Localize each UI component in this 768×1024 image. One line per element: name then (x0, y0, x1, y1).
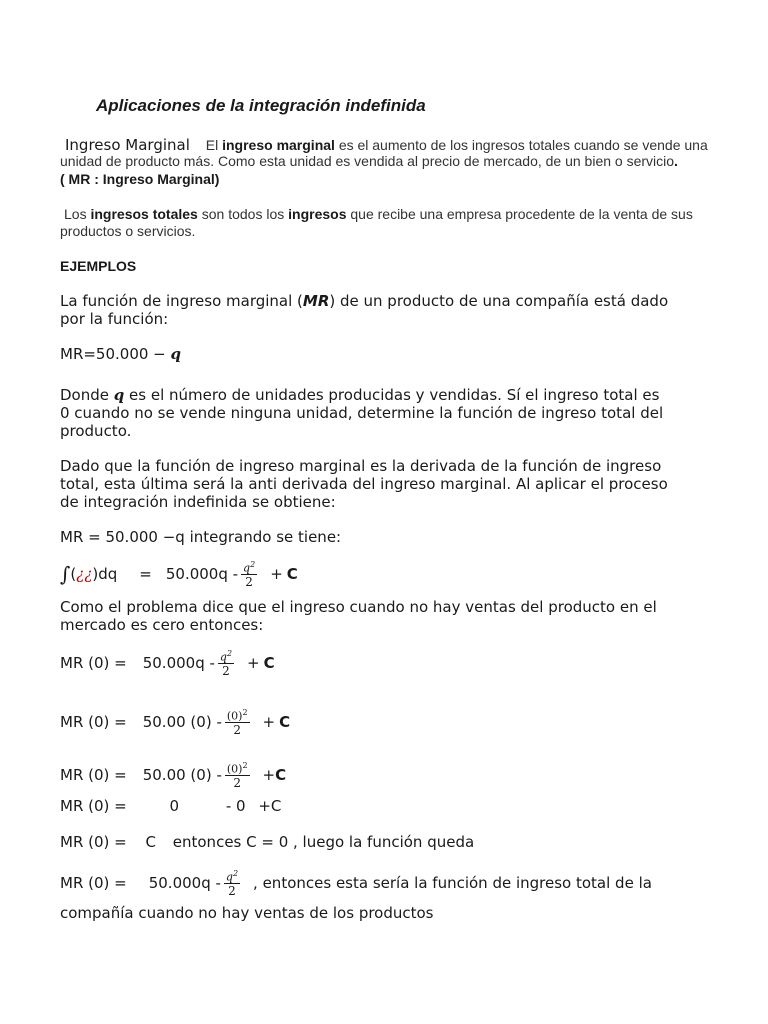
total-income-paragraph-line-2: productos o servicios. (60, 223, 196, 239)
step-5-equation: MR (0) = C entonces C = 0 , luego la función queda (60, 833, 475, 851)
final-line-2: compañía cuando no hay ventas de los productos (60, 904, 434, 922)
donde-line-2: 0 cuando no se vende ninguna unidad, determine la función de ingreso total del (60, 404, 664, 422)
q-squared-over-2-fraction: $\frac{q^2}{2}$ (243, 560, 256, 589)
problem-line-1: La función de ingreso marginal (MR) de un producto de una compañía está dado (60, 292, 669, 310)
problem-line-2: por la función: (60, 310, 169, 328)
mr-definition: ( MR : Ingreso Marginal) (60, 171, 220, 187)
marginal-income-paragraph-line-2: unidad de producto más. Como esta unidad es vendida al precio de mercado, de un bien o servicio. (60, 153, 678, 169)
examples-heading: EJEMPLOS (60, 258, 137, 274)
integration-step: MR = 50.000 −q integrando se tiene: (60, 528, 342, 546)
integral-equation: ∫ ( ¿¿ )dq = 50.000q - $\frac{q^2}{2}$ + C (60, 560, 298, 589)
step-3-equation: MR (0) = 50.00 (0) - $\frac{(0)^2}{2}$ + C (60, 761, 287, 790)
donde-line-3: producto. (60, 422, 132, 440)
como-line-1: Como el problema dice que el ingreso cuando no hay ventas del producto en el (60, 598, 657, 616)
marginal-income-label: Ingreso Marginal (65, 136, 190, 154)
q-squared-over-2-fraction: $\frac{q^2}{2}$ (219, 649, 233, 678)
integral-sign: ∫ (60, 562, 71, 587)
q-squared-over-2-fraction: $\frac{q^2}{2}$ (225, 869, 239, 898)
step-1-equation: MR (0) = 50.000q - $\frac{q^2}{2}$ + C (60, 649, 275, 678)
dado-line-3: de integración indefinida se obtiene: (60, 493, 336, 511)
total-income-paragraph-line-1: Los ingresos totales son todos los ingresos que recibe una empresa procedente de la venta de sus (64, 206, 693, 222)
marginal-income-equation: MR=50.000 − q (60, 345, 182, 363)
step-4-equation: MR (0) = 0 - 0 +C (60, 797, 282, 815)
zero-squared-over-2-fraction: $\frac{(0)^2}{2}$ (226, 761, 248, 790)
final-equation: MR (0) = 50.000q - $\frac{q^2}{2}$ , entonces esta sería la función de ingreso total de la (60, 869, 652, 898)
donde-line-1: Donde q es el número de unidades producidas y vendidas. Sí el ingreso total es (60, 386, 660, 404)
zero-squared-over-2-fraction: $\frac{(0)^2}{2}$ (226, 708, 248, 737)
dado-line-2: total, esta última será la anti derivada del ingreso marginal. Al aplicar el proceso (60, 475, 668, 493)
document-title: Aplicaciones de la integración indefinida (96, 96, 426, 115)
como-line-2: mercado es cero entonces: (60, 616, 264, 634)
step-2-equation: MR (0) = 50.00 (0) - $\frac{(0)^2}{2}$ + C (60, 708, 291, 737)
marginal-income-paragraph-line-1: Ingreso Marginal El ingreso marginal es el aumento de los ingresos totales cuando se vende una (65, 136, 708, 154)
dado-line-1: Dado que la función de ingreso marginal es la derivada de la función de ingreso (60, 457, 662, 475)
